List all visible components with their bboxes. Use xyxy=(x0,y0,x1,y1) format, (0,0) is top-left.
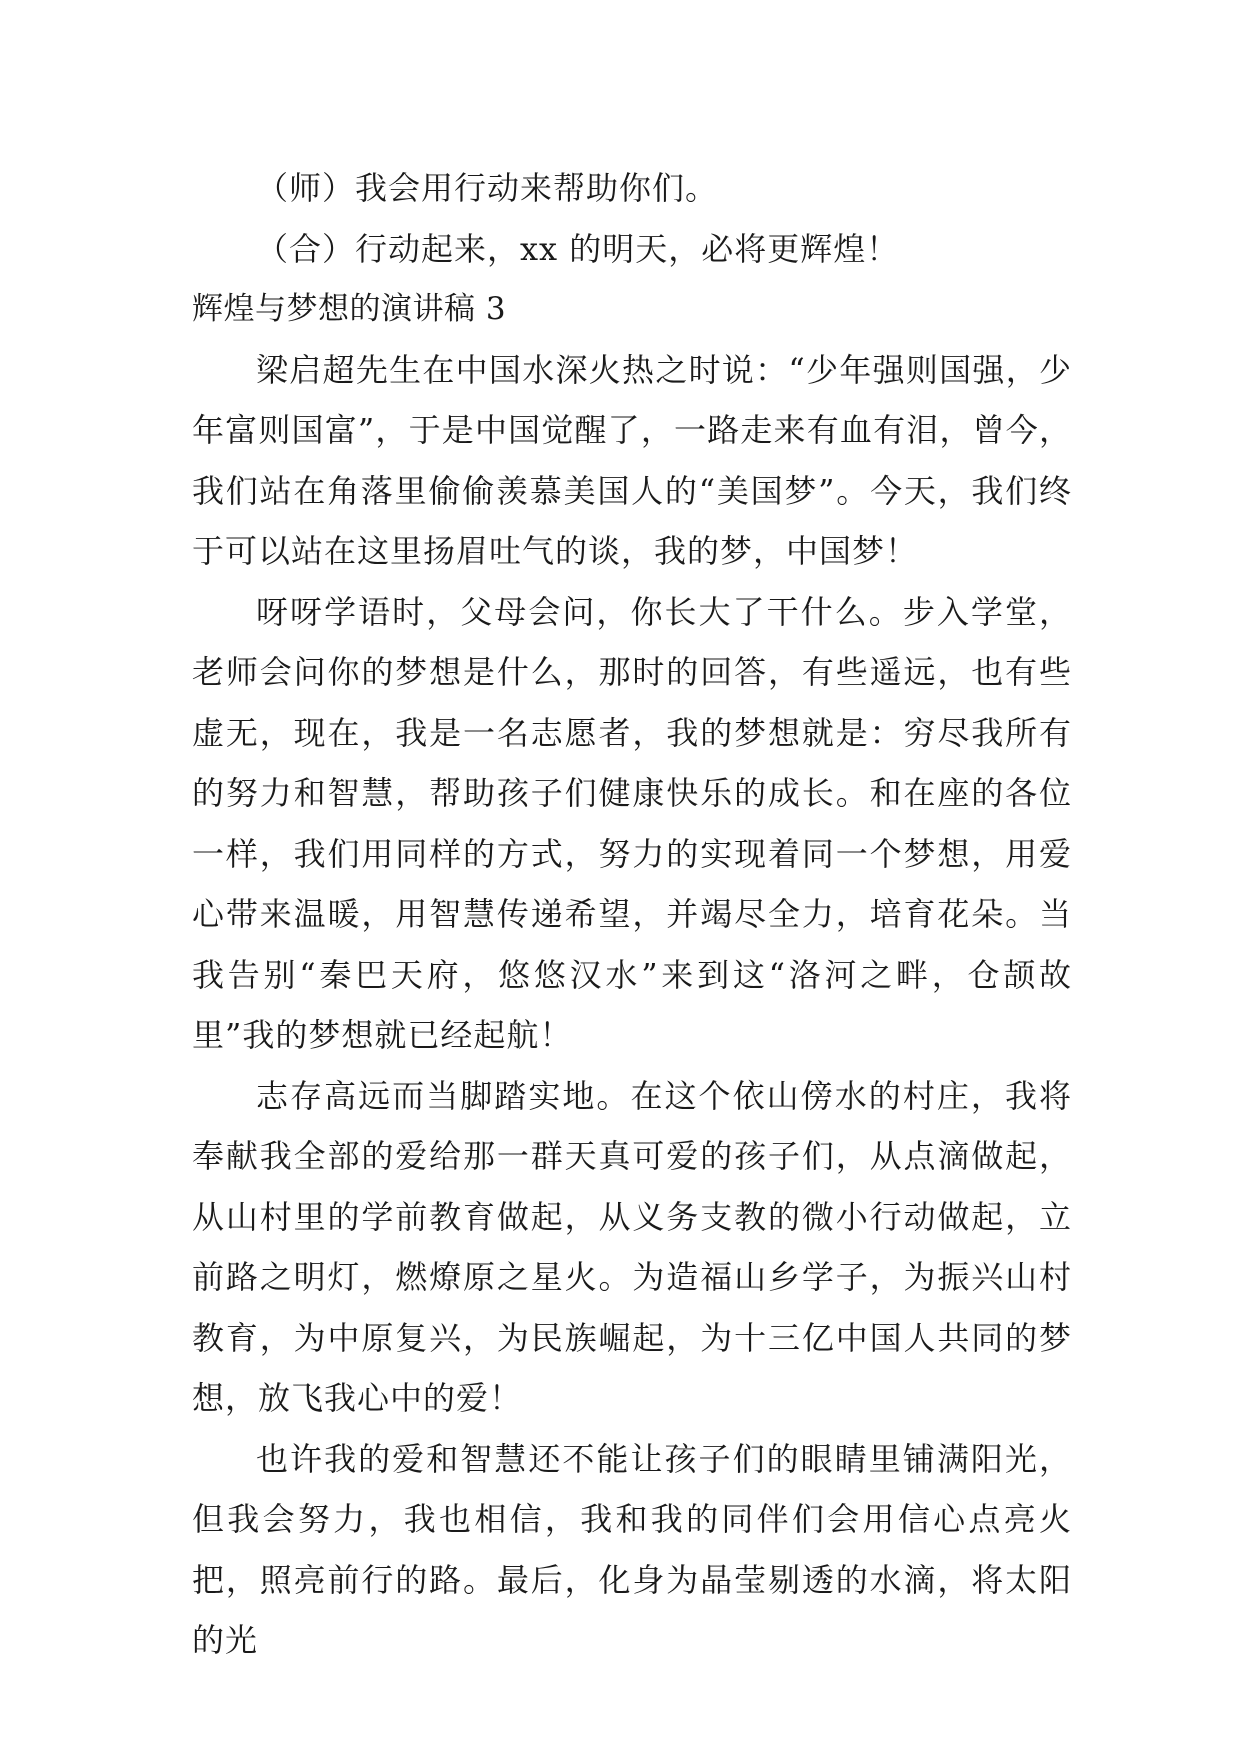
dialogue-line-together: （合）行动起来，xx 的明天，必将更辉煌！ xyxy=(256,229,900,268)
paragraph-4: 也许我的爱和智慧还不能让孩子们的眼睛里铺满阳光，但我会努力，我也相信，我和我的同伴们会用信心点亮火把，照亮前行的路。最后，化身为晶莹剔透的水滴，将太阳的光 xyxy=(192,1439,1072,1659)
section-heading: 辉煌与梦想的演讲稿 3 xyxy=(192,291,507,327)
document-body xyxy=(192,158,1072,1671)
dialogue-line-teacher: （师）我会用行动来帮助你们。 xyxy=(256,169,719,207)
paragraph-3: 志存高远而当脚踏实地。在这个依山傍水的村庄，我将奉献我全部的爱给那一群天真可爱的孩子们，从点滴做起，从山村里的学前教育做起，从义务支教的微小行动做起，立前路之明灯，燃燎原之星火。为造福山乡学子，为振兴山村教育，为中原复兴，为民族崛起，为十三亿中国人共同的梦想，放飞我心中的爱！ xyxy=(192,1076,1072,1417)
paragraph-2: 呀呀学语时，父母会问，你长大了干什么。步入学堂，老师会问你的梦想是什么，那时的回答，有些遥远，也有些虚无，现在，我是一名志愿者，我的梦想就是：穷尽我所有的努力和智慧，帮助孩子们健康快乐的成长。和在座的各位一样，我们用同样的方式，努力的实现着同一个梦想，用爱心带来温暖，用智慧传递希望，并竭尽全力，培育花朵。当我告别“秦巴天府，悠悠汉水”来到这“洛河之畔，仓颉故里”我的梦想就已经起航！ xyxy=(192,592,1072,1054)
paragraph-1: 梁启超先生在中国水深火热之时说：“少年强则国强，少年富则国富”，于是中国觉醒了，一路走来有血有泪，曾今，我们站在角落里偷偷羡慕美国人的“美国梦”。今天，我们终于可以站在这里扬眉吐气的谈，我的梦，中国梦！ xyxy=(192,350,1072,570)
